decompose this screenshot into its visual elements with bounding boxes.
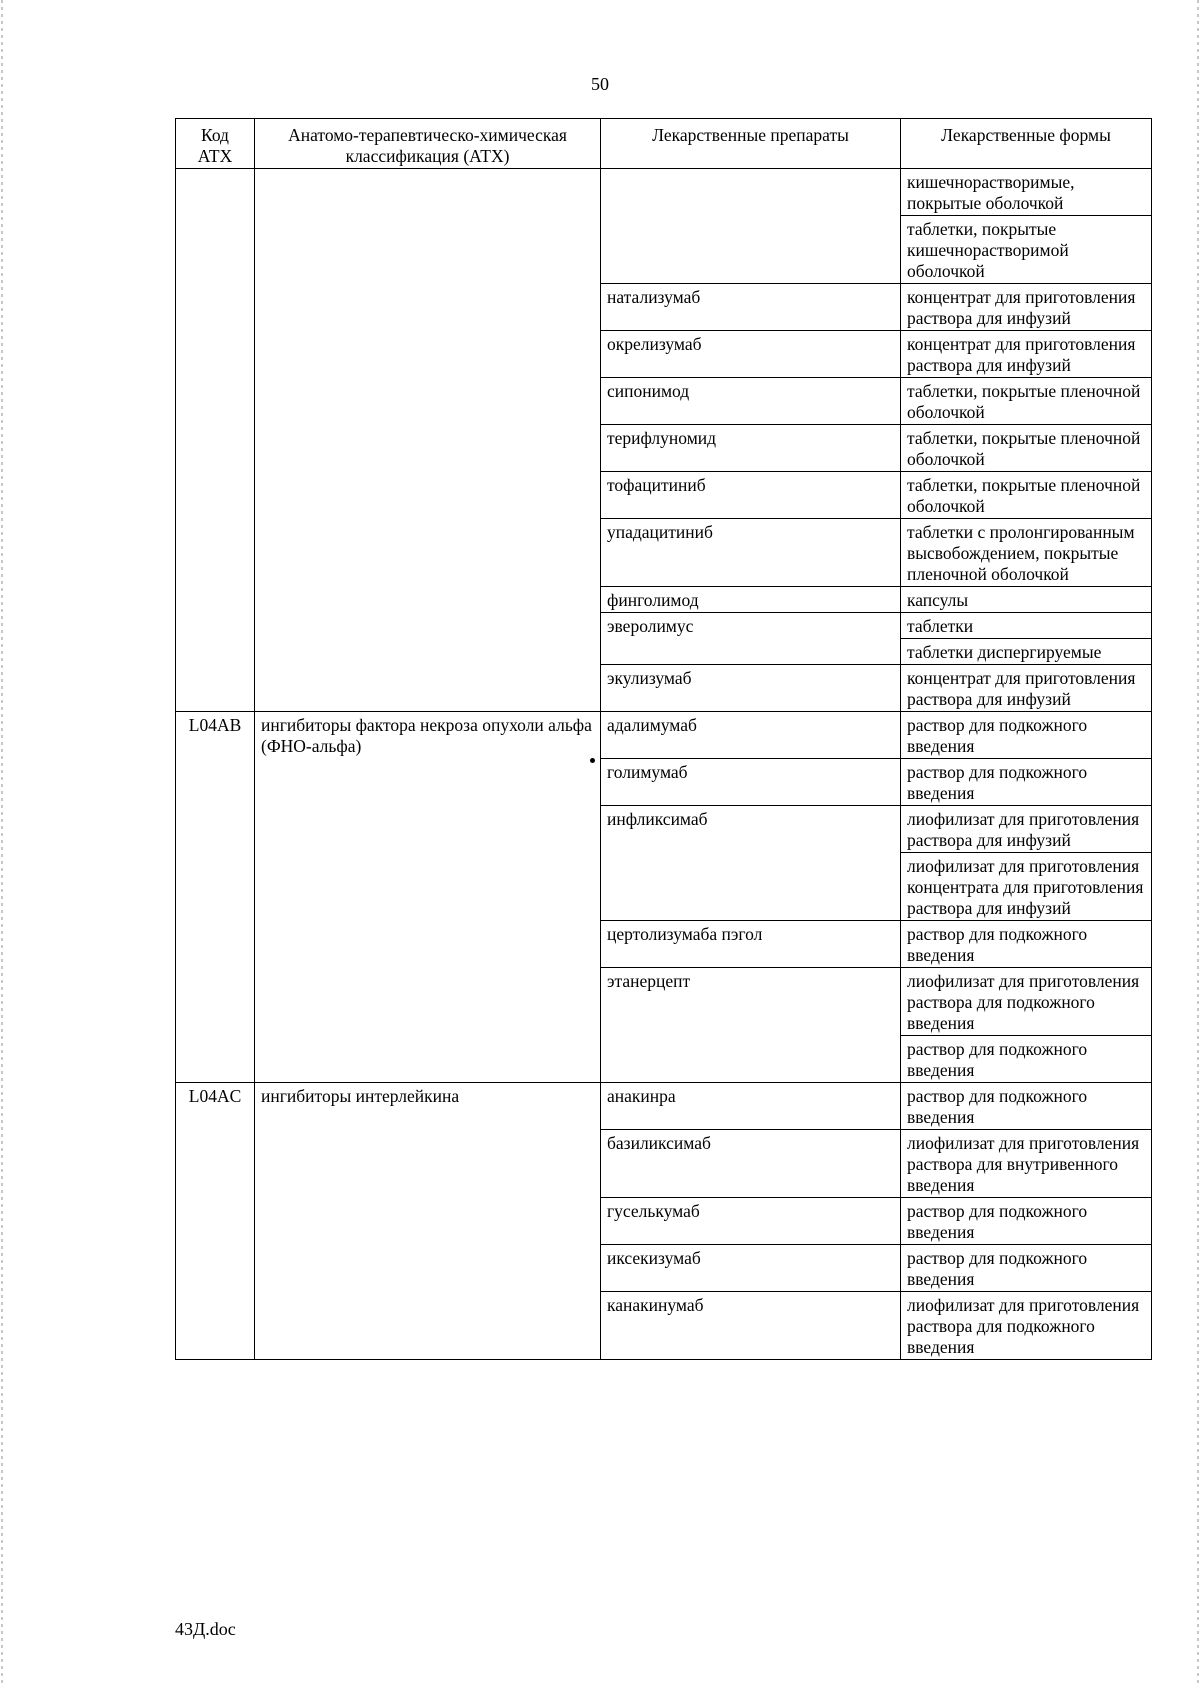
atc-class-cell: ингибиторы фактора некроза опухоли альфа (ФНО-альфа)	[255, 712, 601, 1083]
drug-cell	[601, 169, 901, 284]
drug-cell: эверолимус	[601, 613, 901, 665]
scan-edge-left	[1, 0, 3, 1686]
drug-table	[175, 118, 1152, 1360]
form-cell: раствор для подкожного введения	[901, 1245, 1152, 1292]
table-header-row	[176, 119, 1152, 169]
form-cell: таблетки, покрытые кишечнорастворимой оболочкой	[901, 216, 1152, 284]
form-cell: таблетки с пролонгированным высвобождением, покрытые пленочной оболочкой	[901, 519, 1152, 587]
form-cell: лиофилизат для приготовления раствора для внутривенного введения	[901, 1130, 1152, 1198]
drug-cell: упадацитиниб	[601, 519, 901, 587]
drug-cell: гуселькумаб	[601, 1198, 901, 1245]
drug-cell: иксекизумаб	[601, 1245, 901, 1292]
drug-cell: натализумаб	[601, 284, 901, 331]
form-cell: лиофилизат для приготовления концентрата для приготовления раствора для инфузий	[901, 853, 1152, 921]
form-cell: раствор для подкожного введения	[901, 1083, 1152, 1130]
drug-cell: финголимод	[601, 587, 901, 613]
header-forms: Лекарственные формы	[901, 119, 1152, 169]
form-cell: таблетки, покрытые пленочной оболочкой	[901, 472, 1152, 519]
drug-cell: голимумаб	[601, 759, 901, 806]
drug-cell: этанерцепт	[601, 968, 901, 1083]
table-row	[176, 1083, 1152, 1130]
form-cell: раствор для подкожного введения	[901, 712, 1152, 759]
drug-cell: экулизумаб	[601, 665, 901, 712]
drug-cell: адалимумаб	[601, 712, 901, 759]
stray-dot-mark	[590, 758, 595, 763]
header-drugs: Лекарственные препараты	[601, 119, 901, 169]
form-cell: раствор для подкожного введения	[901, 921, 1152, 968]
drug-cell: цертолизумаба пэгол	[601, 921, 901, 968]
atc-code-cell: L04AB	[176, 712, 255, 1083]
form-cell: раствор для подкожного введения	[901, 759, 1152, 806]
drug-cell: терифлуномид	[601, 425, 901, 472]
drug-cell: тофацитиниб	[601, 472, 901, 519]
drug-cell: анакинра	[601, 1083, 901, 1130]
footer-filename: 43Д.doc	[175, 1619, 236, 1639]
drug-cell: сипонимод	[601, 378, 901, 425]
drug-cell: инфликсимаб	[601, 806, 901, 921]
atc-class-cell: ингибиторы интерлейкина	[255, 1083, 601, 1360]
atc-code-cell	[176, 169, 255, 712]
atc-code-cell: L04AC	[176, 1083, 255, 1360]
form-cell: раствор для подкожного введения	[901, 1198, 1152, 1245]
form-cell: лиофилизат для приготовления раствора для подкожного введения	[901, 968, 1152, 1036]
form-cell: таблетки, покрытые пленочной оболочкой	[901, 425, 1152, 472]
form-cell: раствор для подкожного введения	[901, 1036, 1152, 1083]
form-cell: лиофилизат для приготовления раствора для подкожного введения	[901, 1292, 1152, 1360]
scan-edge-right	[1197, 0, 1199, 1686]
form-cell: концентрат для приготовления раствора для инфузий	[901, 331, 1152, 378]
page-number: 50	[591, 74, 609, 94]
header-atc: Анатомо-терапевтическо-химическая классификация (АТХ)	[255, 119, 601, 169]
drug-cell: окрелизумаб	[601, 331, 901, 378]
form-cell: таблетки диспергируемые	[901, 639, 1152, 665]
form-cell: лиофилизат для приготовления раствора для инфузий	[901, 806, 1152, 853]
form-cell: таблетки	[901, 613, 1152, 639]
form-cell: капсулы	[901, 587, 1152, 613]
form-cell: концентрат для приготовления раствора для инфузий	[901, 284, 1152, 331]
form-cell: кишечнорастворимые, покрытые оболочкой	[901, 169, 1152, 216]
drug-cell: канакинумаб	[601, 1292, 901, 1360]
drug-cell: базиликсимаб	[601, 1130, 901, 1198]
atc-class-cell	[255, 169, 601, 712]
form-cell: таблетки, покрытые пленочной оболочкой	[901, 378, 1152, 425]
table-row	[176, 169, 1152, 216]
form-cell: концентрат для приготовления раствора для инфузий	[901, 665, 1152, 712]
table-row	[176, 712, 1152, 759]
header-code: Код АТХ	[176, 119, 255, 169]
